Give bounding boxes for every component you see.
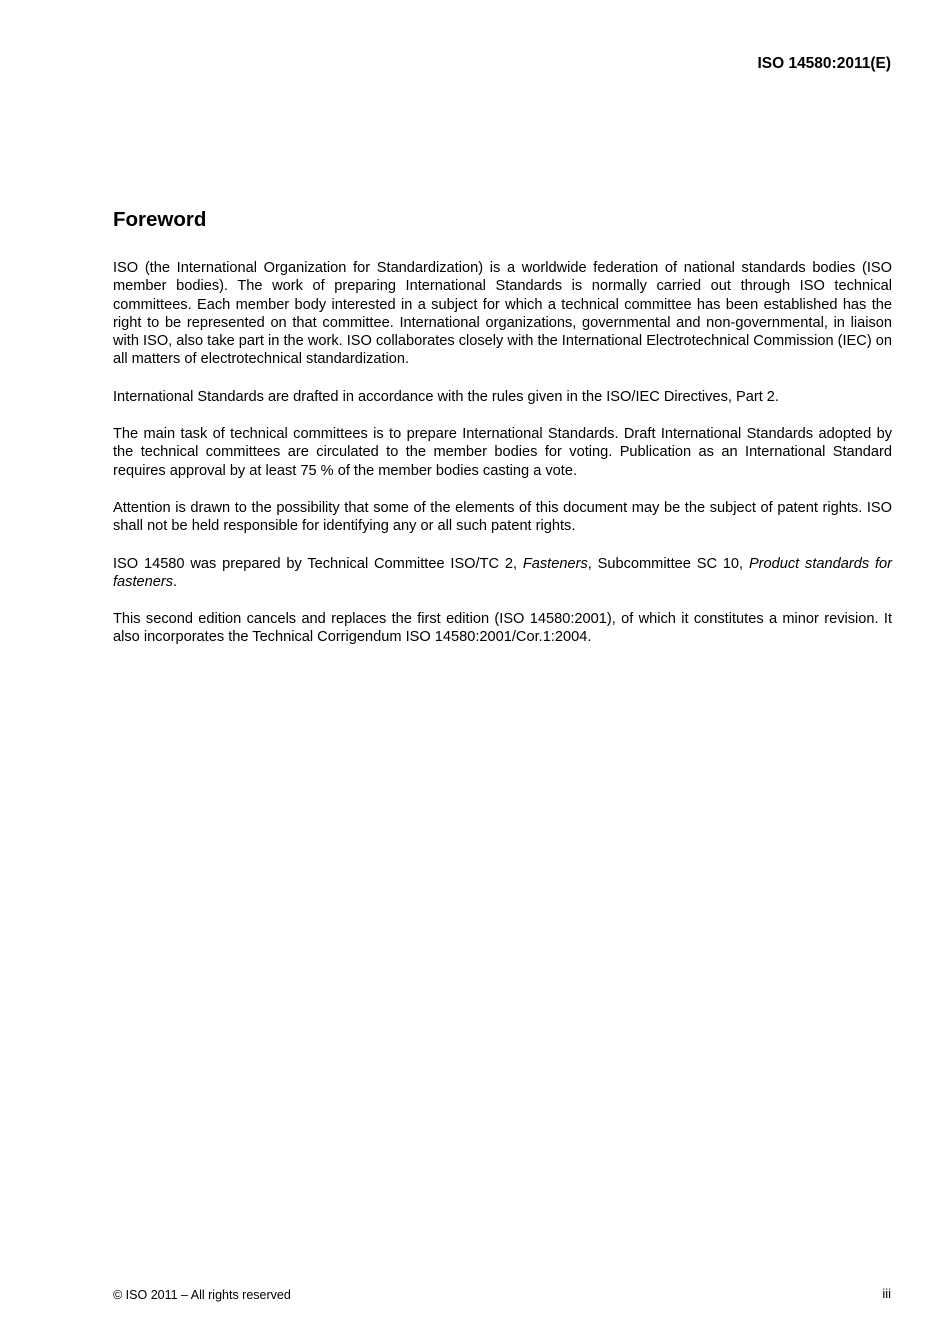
paragraph-prepared-by [113, 555, 892, 592]
document-id-header: ISO 14580:2011(E) [757, 55, 891, 72]
paragraph-directives: International Standards are drafted in accordance with the rules given in the ISO/IEC Directives, Part 2. [113, 388, 779, 405]
foreword-body [113, 259, 892, 666]
subcommittee-name-product-standards: Product standards for fasteners [113, 555, 892, 590]
page-title: Foreword [113, 208, 207, 231]
paragraph-edition-note: This second edition cancels and replaces the first edition (ISO 14580:2001), of which it constitutes a minor revision. It also incorporates the Technical Corrigendum ISO 14580:2001/Cor.1:2004. [113, 611, 892, 646]
paragraph-iso-overview: ISO (the International Organization for Standardization) is a worldwide federation of national standards bodies (ISO member bodies). The work of preparing International Standards is normally carried out through ISO technical committees. Each member body interested in a subject for which a technical committee has been established has the right to be represented on that committee. International organizations, governmental and non-governmental, in liaison with ISO, also take part in the work. ISO collaborates closely with the International Electrotechnical Commission (IEC) on all matters of electrotechnical standardization. [113, 260, 892, 368]
prepared-by-text-3: . [173, 573, 178, 590]
prepared-by-text-1: ISO 14580 was prepared by Technical Committee ISO/TC 2, [113, 555, 523, 572]
prepared-by-text-2: , Subcommittee SC 10, [587, 555, 749, 572]
footer-page-number: iii [882, 1286, 891, 1301]
paragraph-committee-task: The main task of technical committees is to prepare International Standards. Draft International Standards adopted by the technical committees are circulated to the member bodies for voting. Publication as an International Standard requires approval by at least 75 % of the member bodies casting a vote. [113, 426, 892, 479]
paragraph-patent-rights: Attention is drawn to the possibility that some of the elements of this document may be the subject of patent rights. ISO shall not be held responsible for identifying any or all such patent rights. [113, 499, 892, 535]
committee-name-fasteners: Fasteners [522, 555, 588, 572]
footer-copyright: © ISO 2011 – All rights reserved [113, 1288, 291, 1302]
